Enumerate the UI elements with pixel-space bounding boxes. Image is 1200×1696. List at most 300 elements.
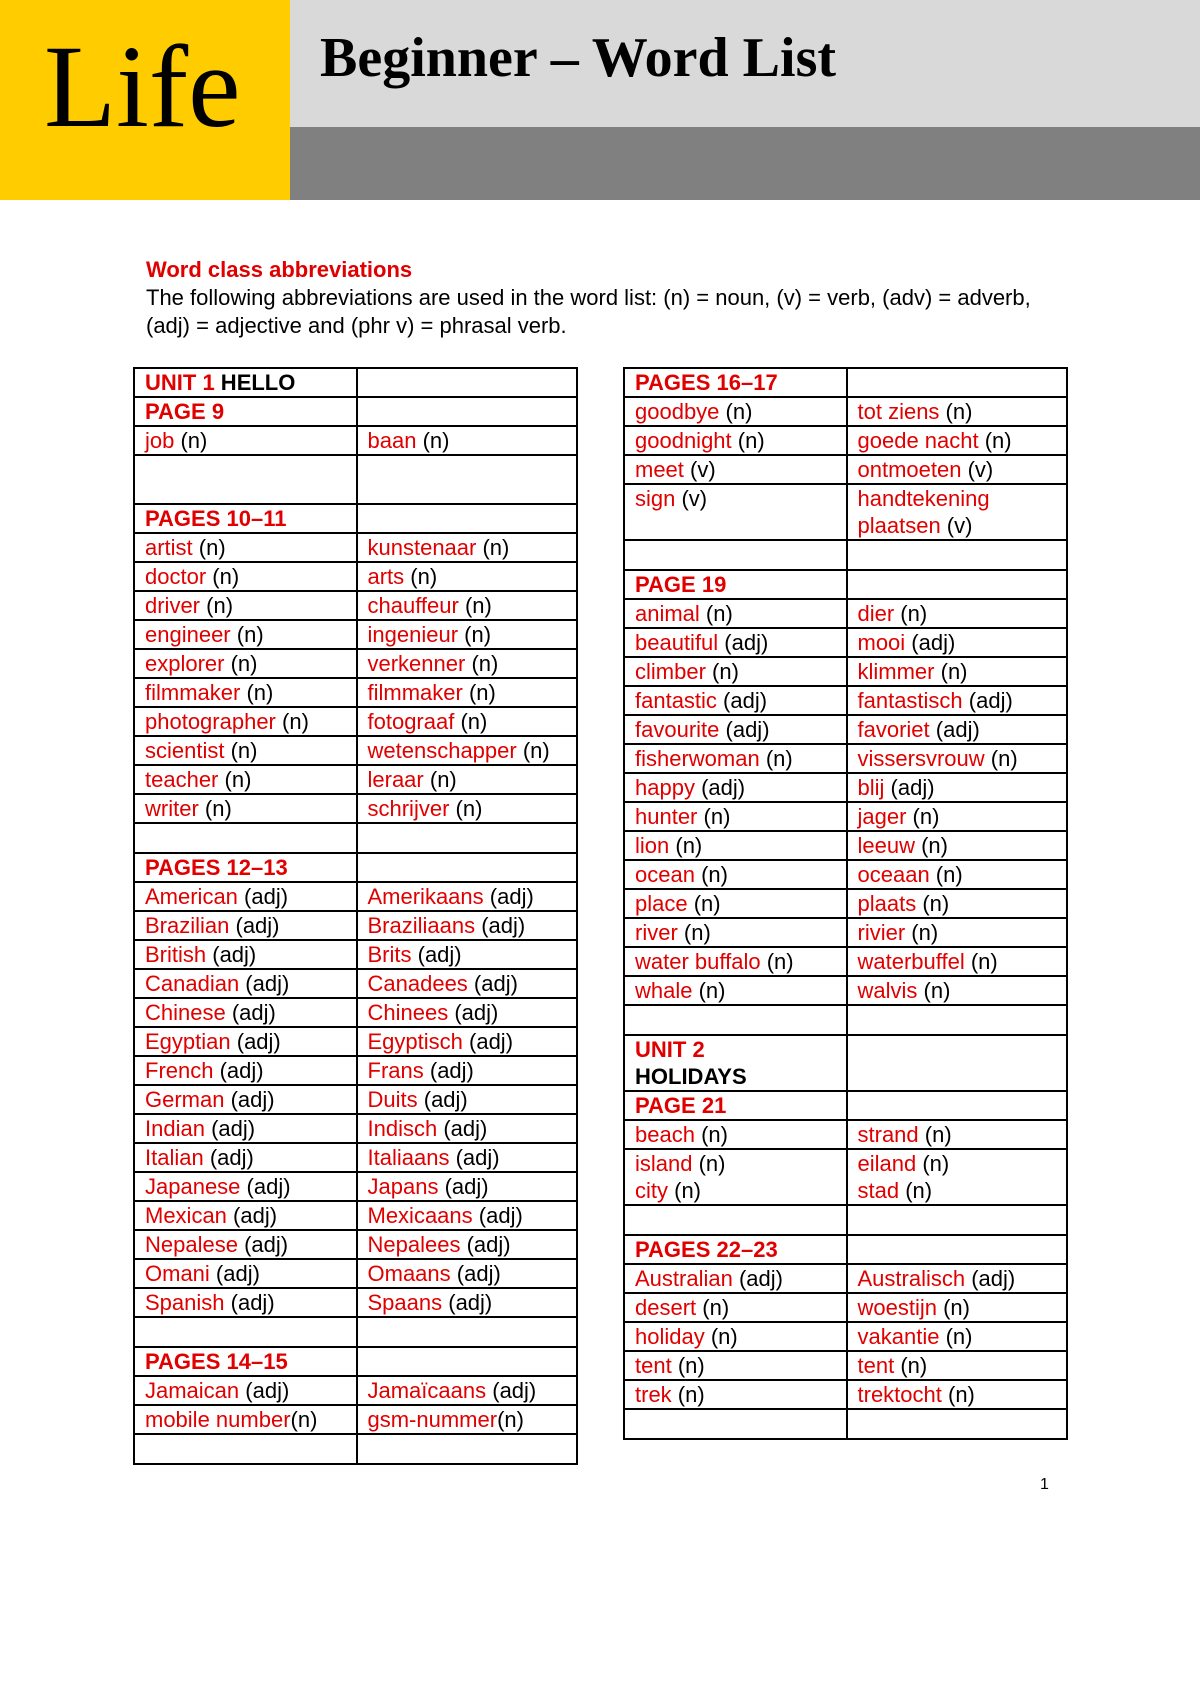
word-class: (adj) bbox=[224, 1290, 275, 1315]
dutch-cell bbox=[356, 1289, 577, 1316]
word-line bbox=[858, 398, 1061, 425]
word-line bbox=[635, 832, 840, 859]
word-term: schrijver bbox=[367, 796, 450, 821]
logo: Life bbox=[44, 21, 241, 152]
word-term: tent bbox=[857, 1353, 895, 1378]
word-line bbox=[145, 563, 350, 590]
word-class: (adj) bbox=[229, 913, 280, 938]
word-term: Canadian bbox=[145, 971, 240, 996]
word-line bbox=[145, 534, 350, 561]
word-class: (adj) bbox=[905, 630, 956, 655]
word-term: beautiful bbox=[635, 630, 719, 655]
word-term: Omaans bbox=[367, 1261, 451, 1286]
table-row bbox=[135, 621, 576, 650]
english-cell bbox=[135, 621, 356, 648]
word-line bbox=[368, 1231, 571, 1258]
dutch-cell bbox=[356, 1028, 577, 1055]
section-header-label: UNIT 2 bbox=[635, 1037, 705, 1062]
table-row bbox=[135, 679, 576, 708]
table-row bbox=[135, 1318, 576, 1348]
word-class: (adj) bbox=[417, 1087, 468, 1112]
word-term: Indisch bbox=[367, 1116, 438, 1141]
word-line bbox=[368, 1289, 571, 1316]
word-class: (n) bbox=[687, 891, 721, 916]
word-line bbox=[635, 456, 840, 483]
english-cell bbox=[135, 1406, 356, 1433]
word-class: (n) bbox=[218, 767, 252, 792]
word-term: waterbuffel bbox=[857, 949, 965, 974]
word-term: Egyptian bbox=[145, 1029, 231, 1054]
english-cell bbox=[135, 1086, 356, 1113]
word-line bbox=[145, 1173, 350, 1200]
dutch-cell bbox=[846, 1381, 1067, 1408]
english-cell bbox=[135, 1028, 356, 1055]
word-class: (n) bbox=[939, 399, 973, 424]
english-cell bbox=[135, 456, 356, 503]
table-row bbox=[135, 1231, 576, 1260]
english-cell bbox=[135, 1435, 356, 1463]
word-class: (adj) bbox=[437, 1116, 488, 1141]
word-term: goede nacht bbox=[857, 428, 979, 453]
word-term: jager bbox=[857, 804, 907, 829]
word-line bbox=[858, 456, 1061, 483]
word-class: (n) bbox=[458, 622, 492, 647]
english-cell bbox=[135, 1057, 356, 1084]
word-term: American bbox=[145, 884, 238, 909]
word-class: (n) bbox=[240, 680, 274, 705]
section-header bbox=[625, 369, 846, 396]
table-row bbox=[625, 1150, 1066, 1206]
word-class: (n) bbox=[704, 1324, 738, 1349]
dutch-cell bbox=[846, 1121, 1067, 1148]
table-row bbox=[135, 999, 576, 1028]
word-class: (v) bbox=[940, 513, 973, 538]
table-row bbox=[625, 485, 1066, 541]
word-class: (adj) bbox=[206, 942, 257, 967]
word-term: trek bbox=[635, 1382, 672, 1407]
table-row bbox=[625, 803, 1066, 832]
word-line bbox=[858, 803, 1061, 830]
dutch-cell bbox=[356, 1115, 577, 1142]
dutch-cell bbox=[356, 1057, 577, 1084]
word-line bbox=[858, 629, 1061, 656]
english-cell bbox=[135, 737, 356, 764]
word-term: scientist bbox=[145, 738, 225, 763]
table-row bbox=[625, 1265, 1066, 1294]
word-line bbox=[145, 912, 350, 939]
english-cell bbox=[625, 1323, 846, 1350]
english-cell bbox=[625, 456, 846, 483]
word-term: walvis bbox=[857, 978, 918, 1003]
word-class: (n) bbox=[671, 1382, 705, 1407]
table-row bbox=[135, 1377, 576, 1406]
dutch-cell bbox=[846, 1294, 1067, 1321]
section-header-label: PAGE 21 bbox=[635, 1093, 727, 1118]
word-line bbox=[635, 919, 840, 946]
word-term: tent bbox=[635, 1353, 672, 1378]
table-row bbox=[625, 369, 1066, 398]
word-class: (n) bbox=[694, 862, 728, 887]
english-cell bbox=[625, 1352, 846, 1379]
abbreviations-text: The following abbreviations are used in the word list: (n) = noun, (v) = verb, (adv) = adverb, (adj) = adjective and (phr v) = phrasal verb. bbox=[146, 285, 1031, 338]
section-header bbox=[135, 505, 356, 532]
word-line bbox=[858, 1177, 1061, 1204]
table-row bbox=[625, 919, 1066, 948]
word-class: (n) bbox=[458, 593, 492, 618]
word-line bbox=[635, 890, 840, 917]
word-class: (adj) bbox=[225, 1000, 276, 1025]
word-term: goodnight bbox=[635, 428, 732, 453]
table-row bbox=[625, 456, 1066, 485]
word-line bbox=[635, 1352, 840, 1379]
word-class: (n) bbox=[404, 564, 438, 589]
word-term: goodbye bbox=[635, 399, 720, 424]
word-line bbox=[145, 650, 350, 677]
word-line bbox=[368, 650, 571, 677]
table-row bbox=[625, 716, 1066, 745]
english-cell bbox=[135, 1289, 356, 1316]
word-class: (n) bbox=[731, 428, 765, 453]
word-term: klimmer bbox=[857, 659, 935, 684]
word-term: wetenschapper bbox=[367, 738, 517, 763]
dutch-cell bbox=[846, 861, 1067, 888]
word-line bbox=[858, 716, 1061, 743]
dutch-cell bbox=[356, 563, 577, 590]
word-term: teacher bbox=[145, 767, 219, 792]
section-header-label: PAGES 22–23 bbox=[635, 1237, 778, 1262]
word-term: favourite bbox=[635, 717, 720, 742]
word-term: trektocht bbox=[857, 1382, 942, 1407]
table-row bbox=[625, 745, 1066, 774]
word-term: woestijn bbox=[857, 1295, 937, 1320]
word-line bbox=[145, 1115, 350, 1142]
word-line bbox=[145, 737, 350, 764]
word-line bbox=[368, 766, 571, 793]
word-class: (n) bbox=[200, 593, 234, 618]
word-class: (n) bbox=[692, 1151, 726, 1176]
dutch-cell bbox=[846, 832, 1067, 859]
word-term: Chinees bbox=[367, 1000, 449, 1025]
dutch-cell bbox=[846, 658, 1067, 685]
word-class: (n) bbox=[934, 659, 968, 684]
dutch-cell bbox=[846, 369, 1067, 396]
english-cell bbox=[625, 1381, 846, 1408]
english-cell bbox=[625, 1150, 846, 1204]
section-header bbox=[135, 1348, 356, 1375]
word-class: (adj) bbox=[460, 1232, 511, 1257]
word-line bbox=[635, 861, 840, 888]
word-term: Nepalees bbox=[367, 1232, 461, 1257]
word-term: stad bbox=[857, 1178, 900, 1203]
english-cell bbox=[135, 534, 356, 561]
table-row bbox=[135, 854, 576, 883]
word-line bbox=[858, 1150, 1061, 1177]
dutch-cell bbox=[356, 1406, 577, 1433]
word-line bbox=[858, 832, 1061, 859]
table-row bbox=[625, 1352, 1066, 1381]
dutch-cell bbox=[846, 1323, 1067, 1350]
word-term: Italian bbox=[145, 1145, 204, 1170]
word-term: mooi bbox=[857, 630, 906, 655]
english-cell bbox=[625, 398, 846, 425]
word-class: (n) bbox=[516, 738, 550, 763]
word-term: favoriet bbox=[857, 717, 930, 742]
word-class: (n) bbox=[899, 1178, 933, 1203]
english-cell bbox=[135, 679, 356, 706]
word-class: (n) bbox=[694, 1122, 728, 1147]
word-term: filmmaker bbox=[145, 680, 241, 705]
word-term: Egyptisch bbox=[367, 1029, 463, 1054]
dutch-cell bbox=[356, 708, 577, 735]
word-term: Frans bbox=[367, 1058, 424, 1083]
english-cell bbox=[625, 600, 846, 627]
table-row bbox=[625, 1036, 1066, 1092]
word-class: (n) bbox=[936, 1295, 970, 1320]
word-term: vakantie bbox=[857, 1324, 940, 1349]
word-term: dier bbox=[857, 601, 895, 626]
word-class: (n) bbox=[230, 622, 264, 647]
word-term: job bbox=[145, 428, 175, 453]
dutch-cell bbox=[356, 1144, 577, 1171]
word-class: (n) bbox=[476, 535, 510, 560]
word-class: (n) bbox=[964, 949, 998, 974]
english-cell bbox=[135, 592, 356, 619]
word-class: (n) bbox=[916, 1151, 950, 1176]
table-row bbox=[625, 977, 1066, 1006]
word-line bbox=[858, 745, 1061, 772]
word-term: meet bbox=[635, 457, 684, 482]
table-row bbox=[135, 427, 576, 456]
word-class: (n) bbox=[449, 796, 483, 821]
word-class: (adj) bbox=[472, 1203, 523, 1228]
english-cell bbox=[135, 1144, 356, 1171]
table-row bbox=[625, 629, 1066, 658]
dutch-cell bbox=[846, 600, 1067, 627]
table-row bbox=[135, 1028, 576, 1057]
table-row bbox=[625, 1121, 1066, 1150]
word-term: happy bbox=[635, 775, 695, 800]
word-class: (adj) bbox=[462, 1029, 514, 1054]
word-line bbox=[145, 941, 350, 968]
english-cell bbox=[135, 708, 356, 735]
word-line bbox=[145, 883, 350, 910]
word-line bbox=[858, 1265, 1061, 1292]
word-class: (n) bbox=[978, 428, 1012, 453]
word-class: (n) bbox=[984, 746, 1018, 771]
word-class: (adj) bbox=[237, 884, 289, 909]
dutch-cell bbox=[846, 1352, 1067, 1379]
word-term: strand bbox=[857, 1122, 919, 1147]
dutch-cell bbox=[846, 890, 1067, 917]
word-term: oceaan bbox=[857, 862, 930, 887]
word-line bbox=[858, 1352, 1061, 1379]
word-class: (n) bbox=[290, 1407, 318, 1432]
word-line bbox=[368, 427, 571, 454]
word-term: plaats bbox=[857, 891, 917, 916]
table-row bbox=[625, 1006, 1066, 1036]
word-class: (adj) bbox=[449, 1145, 500, 1170]
word-term: fantastic bbox=[635, 688, 717, 713]
section-header bbox=[625, 571, 846, 598]
word-line bbox=[635, 803, 840, 830]
word-class: (n) bbox=[206, 564, 240, 589]
table-row bbox=[625, 1410, 1066, 1438]
word-line bbox=[368, 970, 571, 997]
word-line bbox=[858, 600, 1061, 627]
word-class: (adj) bbox=[438, 1174, 489, 1199]
word-class: (adj) bbox=[732, 1266, 783, 1291]
word-term: Amerikaans bbox=[367, 884, 484, 909]
word-term: Japanese bbox=[145, 1174, 241, 1199]
word-term: place bbox=[635, 891, 688, 916]
english-cell bbox=[135, 883, 356, 910]
dutch-cell bbox=[846, 803, 1067, 830]
word-term: blij bbox=[857, 775, 885, 800]
dutch-cell bbox=[356, 941, 577, 968]
logo-box bbox=[0, 0, 290, 200]
dutch-cell bbox=[846, 774, 1067, 801]
title-band bbox=[290, 0, 1200, 127]
word-term: leeuw bbox=[857, 833, 915, 858]
word-term: climber bbox=[635, 659, 706, 684]
word-class: (n) bbox=[914, 833, 948, 858]
table-row bbox=[625, 571, 1066, 600]
table-row bbox=[135, 563, 576, 592]
english-cell bbox=[135, 427, 356, 454]
word-line bbox=[368, 795, 571, 822]
dutch-cell bbox=[356, 883, 577, 910]
english-cell bbox=[135, 1377, 356, 1404]
word-class: (v) bbox=[961, 457, 994, 482]
word-class: (n) bbox=[696, 1295, 730, 1320]
word-term: vissersvrouw bbox=[857, 746, 985, 771]
word-class: (adj) bbox=[239, 1378, 290, 1403]
dutch-cell bbox=[356, 1086, 577, 1113]
word-term: photographer bbox=[145, 709, 276, 734]
word-class: (n) bbox=[192, 535, 226, 560]
word-term: Duits bbox=[367, 1087, 418, 1112]
word-class: (adj) bbox=[411, 942, 462, 967]
table-row bbox=[135, 505, 576, 534]
word-line bbox=[145, 1377, 350, 1404]
english-cell bbox=[625, 890, 846, 917]
dutch-cell bbox=[356, 1173, 577, 1200]
dutch-cell bbox=[356, 970, 577, 997]
english-cell bbox=[625, 919, 846, 946]
table-row bbox=[625, 427, 1066, 456]
word-term: doctor bbox=[145, 564, 207, 589]
table-row bbox=[135, 1057, 576, 1086]
word-term: Spanish bbox=[145, 1290, 225, 1315]
word-line bbox=[858, 774, 1061, 801]
section-header-label: UNIT 1 bbox=[145, 370, 215, 395]
table-row bbox=[135, 534, 576, 563]
abbreviations-heading: Word class abbreviations bbox=[146, 257, 413, 282]
word-line bbox=[635, 1177, 840, 1204]
word-term: kunstenaar bbox=[367, 535, 477, 560]
word-term: Australian bbox=[635, 1266, 733, 1291]
word-line bbox=[635, 716, 840, 743]
word-line bbox=[368, 941, 571, 968]
word-term: Italiaans bbox=[367, 1145, 450, 1170]
table-row bbox=[625, 832, 1066, 861]
word-class: (adj) bbox=[475, 913, 526, 938]
section-header-label: PAGE 19 bbox=[635, 572, 727, 597]
dutch-cell bbox=[356, 766, 577, 793]
word-line bbox=[368, 1057, 571, 1084]
word-class: (n) bbox=[669, 833, 703, 858]
dutch-cell bbox=[846, 1006, 1067, 1034]
english-cell bbox=[625, 485, 846, 539]
word-class: (adj) bbox=[483, 884, 534, 909]
word-class: (adj) bbox=[929, 717, 980, 742]
word-term: Braziliaans bbox=[367, 913, 476, 938]
word-term: whale bbox=[635, 978, 693, 1003]
section-header bbox=[135, 398, 356, 425]
dutch-cell bbox=[846, 1265, 1067, 1292]
dutch-cell bbox=[846, 485, 1067, 539]
dutch-cell bbox=[846, 398, 1067, 425]
english-cell bbox=[625, 716, 846, 743]
word-line bbox=[635, 1381, 840, 1408]
english-cell bbox=[625, 774, 846, 801]
word-class: (adj) bbox=[240, 1174, 291, 1199]
table-row bbox=[625, 1236, 1066, 1265]
word-line bbox=[858, 890, 1061, 917]
word-term: Australisch bbox=[857, 1266, 966, 1291]
table-row bbox=[625, 1206, 1066, 1236]
english-cell bbox=[625, 861, 846, 888]
table-row bbox=[135, 883, 576, 912]
word-line bbox=[368, 883, 571, 910]
section-header-label: PAGES 12–13 bbox=[145, 855, 288, 880]
word-class: (n) bbox=[929, 862, 963, 887]
dutch-cell bbox=[356, 505, 577, 532]
word-term: Nepalese bbox=[145, 1232, 238, 1257]
word-table-left bbox=[133, 367, 578, 1465]
section-header-label: PAGES 14–15 bbox=[145, 1349, 288, 1374]
table-row bbox=[135, 1260, 576, 1289]
word-line bbox=[145, 1289, 350, 1316]
table-row bbox=[625, 774, 1066, 803]
section-header-label: PAGES 10–11 bbox=[145, 506, 287, 531]
english-cell bbox=[625, 541, 846, 569]
english-cell bbox=[625, 948, 846, 975]
word-line bbox=[145, 621, 350, 648]
table-row bbox=[135, 592, 576, 621]
word-term: sign bbox=[635, 486, 676, 511]
word-line bbox=[145, 679, 350, 706]
word-term: Japans bbox=[367, 1174, 439, 1199]
dutch-cell bbox=[356, 1377, 577, 1404]
word-term: handtekening plaatsen bbox=[857, 486, 990, 538]
word-term: tot ziens bbox=[857, 399, 940, 424]
word-term: rivier bbox=[857, 920, 906, 945]
word-line bbox=[145, 1028, 350, 1055]
word-class: (n) bbox=[224, 651, 258, 676]
english-cell bbox=[135, 1318, 356, 1346]
table-row bbox=[625, 600, 1066, 629]
word-line bbox=[858, 687, 1061, 714]
dutch-cell bbox=[846, 427, 1067, 454]
word-line bbox=[635, 1150, 840, 1177]
word-class: (n) bbox=[894, 1353, 928, 1378]
word-class: (n) bbox=[916, 891, 950, 916]
word-class: (adj) bbox=[204, 1116, 256, 1141]
table-row bbox=[135, 1435, 576, 1463]
word-term: Brits bbox=[367, 942, 412, 967]
section-header-label: PAGE 9 bbox=[145, 399, 225, 424]
